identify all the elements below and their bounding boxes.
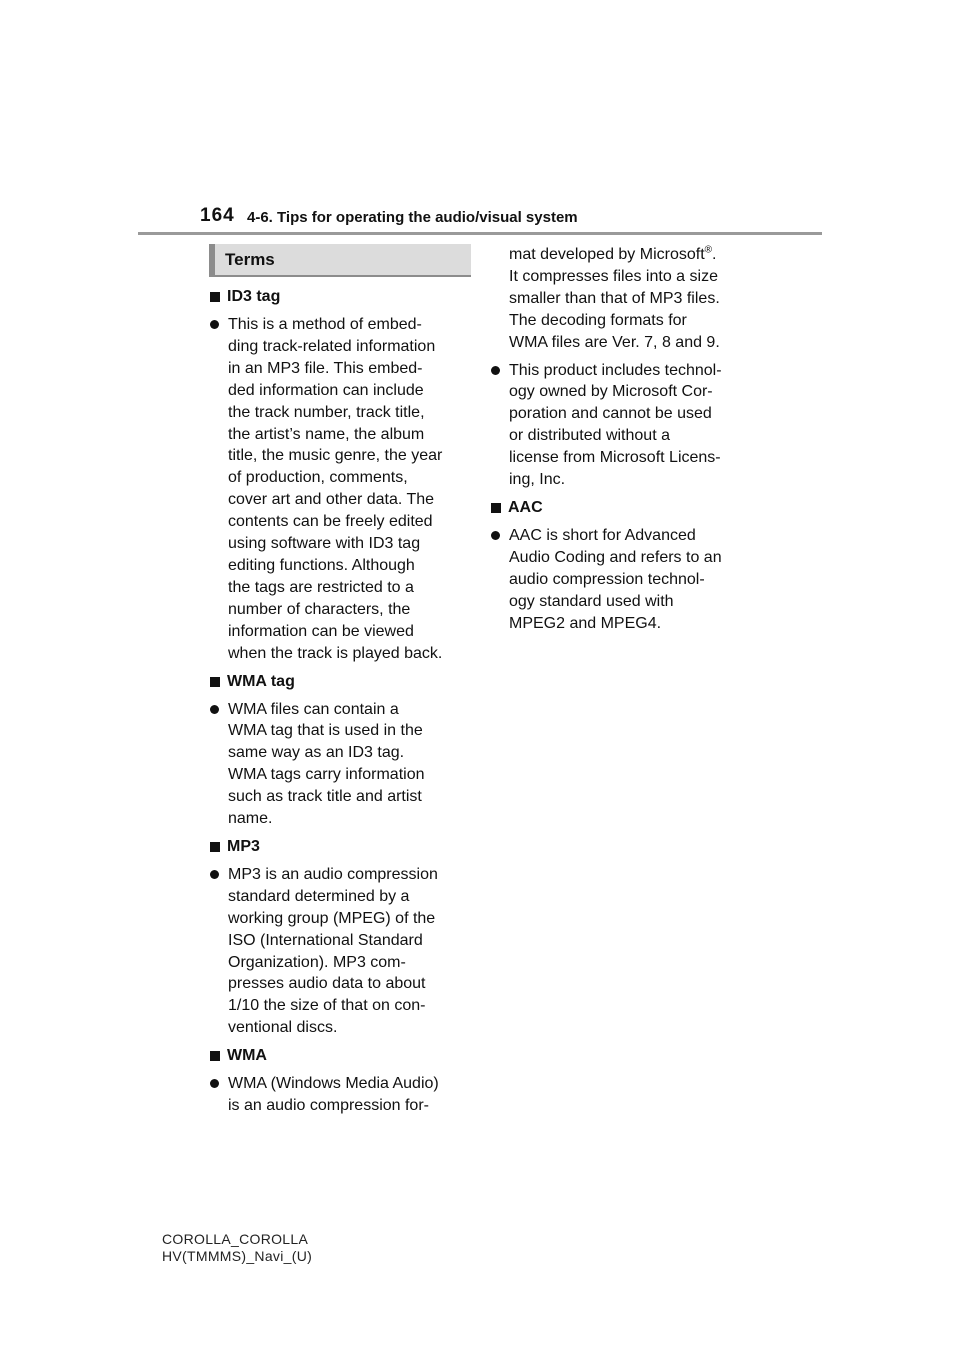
round-bullet-icon [210, 320, 219, 329]
right-column [490, 244, 752, 641]
wma-cont-text-1: mat developed by Microsoft [509, 246, 705, 263]
square-bullet-icon [491, 503, 501, 513]
square-bullet-icon [210, 292, 220, 302]
round-bullet-icon [210, 705, 219, 714]
terms-section-heading [209, 244, 471, 277]
wma-description-continued [490, 244, 752, 354]
round-bullet-icon [210, 1079, 219, 1088]
id3-tag-text: This is a method of embed- ding track-related information in an MP3 file. This embed- ded information can include the track number, track title, the artist’s name, the album title, the music genre, the year of production, comments, cover art and other data. The contents can be freely edited using software with ID3 tag editing functions. Although the tags are restricted to a number of characters, the information can be viewed when the track is played back. [228, 316, 443, 662]
aac-heading [490, 497, 752, 519]
wma-tag-text: WMA files can contain a WMA tag that is used in the same way as an ID3 tag. WMA tags carry information such as track title and artist name. [228, 700, 425, 828]
aac-text: AAC is short for Advanced Audio Coding and refers to an audio compression technol- ogy standard used with MPEG2 and MPEG4. [509, 526, 722, 632]
id3-tag-description [209, 314, 471, 665]
square-bullet-icon [210, 677, 220, 687]
terms-title: Terms [225, 249, 275, 269]
footer-model-line: COROLLA_COROLLA [162, 1231, 309, 1247]
round-bullet-icon [491, 531, 500, 540]
header-divider [138, 232, 822, 235]
wma-description [209, 1073, 471, 1117]
id3-tag-heading-text: ID3 tag [227, 288, 281, 305]
document-footer [162, 1231, 312, 1265]
wma-cont-text-2: . It compresses files into a size smaller than that of MP3 files. The decoding formats for WMA files are Ver. 7, 8 and 9. [509, 246, 720, 351]
aac-heading-text: AAC [508, 498, 543, 516]
left-column [209, 244, 471, 1123]
aac-description [490, 525, 752, 635]
wma-tag-heading-text: WMA tag [227, 672, 295, 690]
mp3-heading [209, 836, 471, 858]
mp3-description [209, 864, 471, 1039]
round-bullet-icon [491, 366, 500, 375]
wma-tag-description [209, 699, 471, 830]
license-text: This product includes technol- ogy owned by Microsoft Cor- poration and cannot be used or distributed without a license from Microsoft Licens- ing, Inc. [509, 361, 722, 489]
round-bullet-icon [210, 870, 219, 879]
wma-tag-heading [209, 671, 471, 693]
wma-heading-text: WMA [227, 1047, 267, 1065]
wma-heading [209, 1045, 471, 1067]
square-bullet-icon [210, 842, 220, 852]
square-bullet-icon [210, 1051, 220, 1061]
chapter-title: 4-6. Tips for operating the audio/visual system [247, 209, 578, 226]
wma-text: WMA (Windows Media Audio) is an audio compression for- [228, 1075, 439, 1115]
footer-variant-line: HV(TMMMS)_Navi_(U) [162, 1248, 313, 1264]
id3-tag-heading [209, 286, 471, 308]
registered-trademark-symbol: ® [704, 244, 713, 256]
mp3-heading-text: MP3 [227, 837, 260, 855]
microsoft-license-note [490, 360, 752, 491]
page-number: 164 [200, 205, 235, 226]
mp3-text: MP3 is an audio compression standard determined by a working group (MPEG) of the ISO (International Standard Organization). MP3 com- presses audio data to about 1/10 the size of that on con- ventional discs. [228, 865, 438, 1037]
